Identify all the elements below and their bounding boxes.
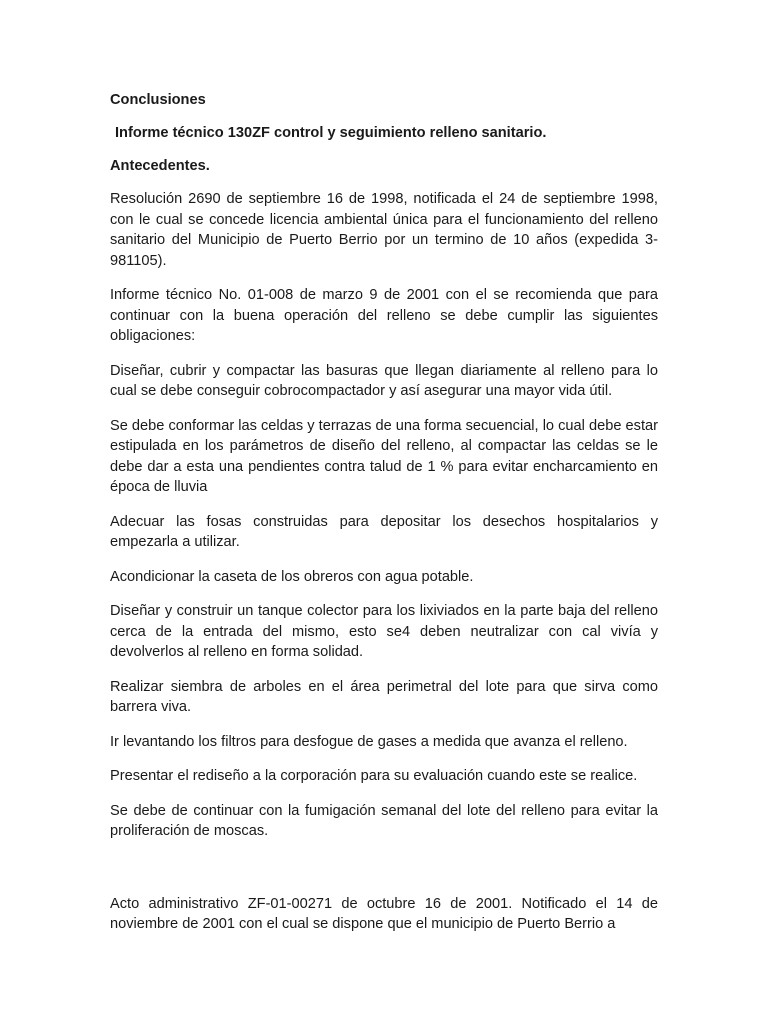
section-heading: Antecedentes. [110, 158, 210, 174]
paragraph-acto-administrativo: Acto administrativo ZF-01-00271 de octubre 16 de 2001. Notificado el 14 de noviembre de 2001 con el cual se dispone que el municipio de Puerto Berrio a [110, 895, 658, 932]
paragraph-informe-tecnico: Informe técnico No. 01-008 de marzo 9 de 2001 con el se recomienda que para continuar con la buena operación del relleno se debe cumplir las siguientes obligaciones: [110, 287, 658, 344]
paragraph-fosas: Adecuar las fosas construidas para depositar los desechos hospitalarios y empezarla a utilizar. [110, 513, 658, 550]
paragraph-siembra-arboles: Realizar siembra de arboles en el área perimetral del lote para que sirva como barrera viva. [110, 678, 658, 715]
paragraph-resolucion: Resolución 2690 de septiembre 16 de 1998, notificada el 24 de septiembre 1998, con le cual se concede licencia ambiental única para el funcionamiento del relleno sanitario del Municipio de Puerto Berrio por un termino de 10 años (expedida 3-981105). [110, 191, 658, 269]
paragraph-fumigacion: Se debe de continuar con la fumigación semanal del lote del relleno para evitar la proliferación de moscas. [110, 802, 658, 839]
paragraph-gap [110, 856, 658, 894]
paragraph-disenar-cubrir: Diseñar, cubrir y compactar las basuras que llegan diariamente al relleno para lo cual se debe conseguir cobrocompactador y así asegurar una mayor vida útil. [110, 362, 658, 399]
document-subtitle: Informe técnico 130ZF control y seguimiento relleno sanitario. [115, 125, 547, 141]
document-body [110, 90, 658, 949]
paragraph-tanque-colector: Diseñar y construir un tanque colector para los lixiviados en la parte baja del relleno cerca de la entrada del mismo, esto se4 deben neutralizar con cal vivía y devolverlos al relleno en forma solidad. [110, 603, 658, 660]
paragraph-filtros-gases: Ir levantando los filtros para desfogue de gases a medida que avanza el relleno. [110, 733, 628, 750]
paragraph-rediseno: Presentar el rediseño a la corporación para su evaluación cuando este se realice. [110, 768, 638, 784]
document-title: Conclusiones [110, 92, 206, 108]
paragraph-celdas-terrazas: Se debe conformar las celdas y terrazas de una forma secuencial, lo cual debe estar estipulada en los parámetros de diseño del relleno, al compactar las celdas se le debe dar a esta una pendientes contra talud de 1 % para evitar encharcamiento en época de lluvia [110, 417, 658, 495]
paragraph-caseta: Acondicionar la caseta de los obreros con agua potable. [110, 568, 474, 585]
